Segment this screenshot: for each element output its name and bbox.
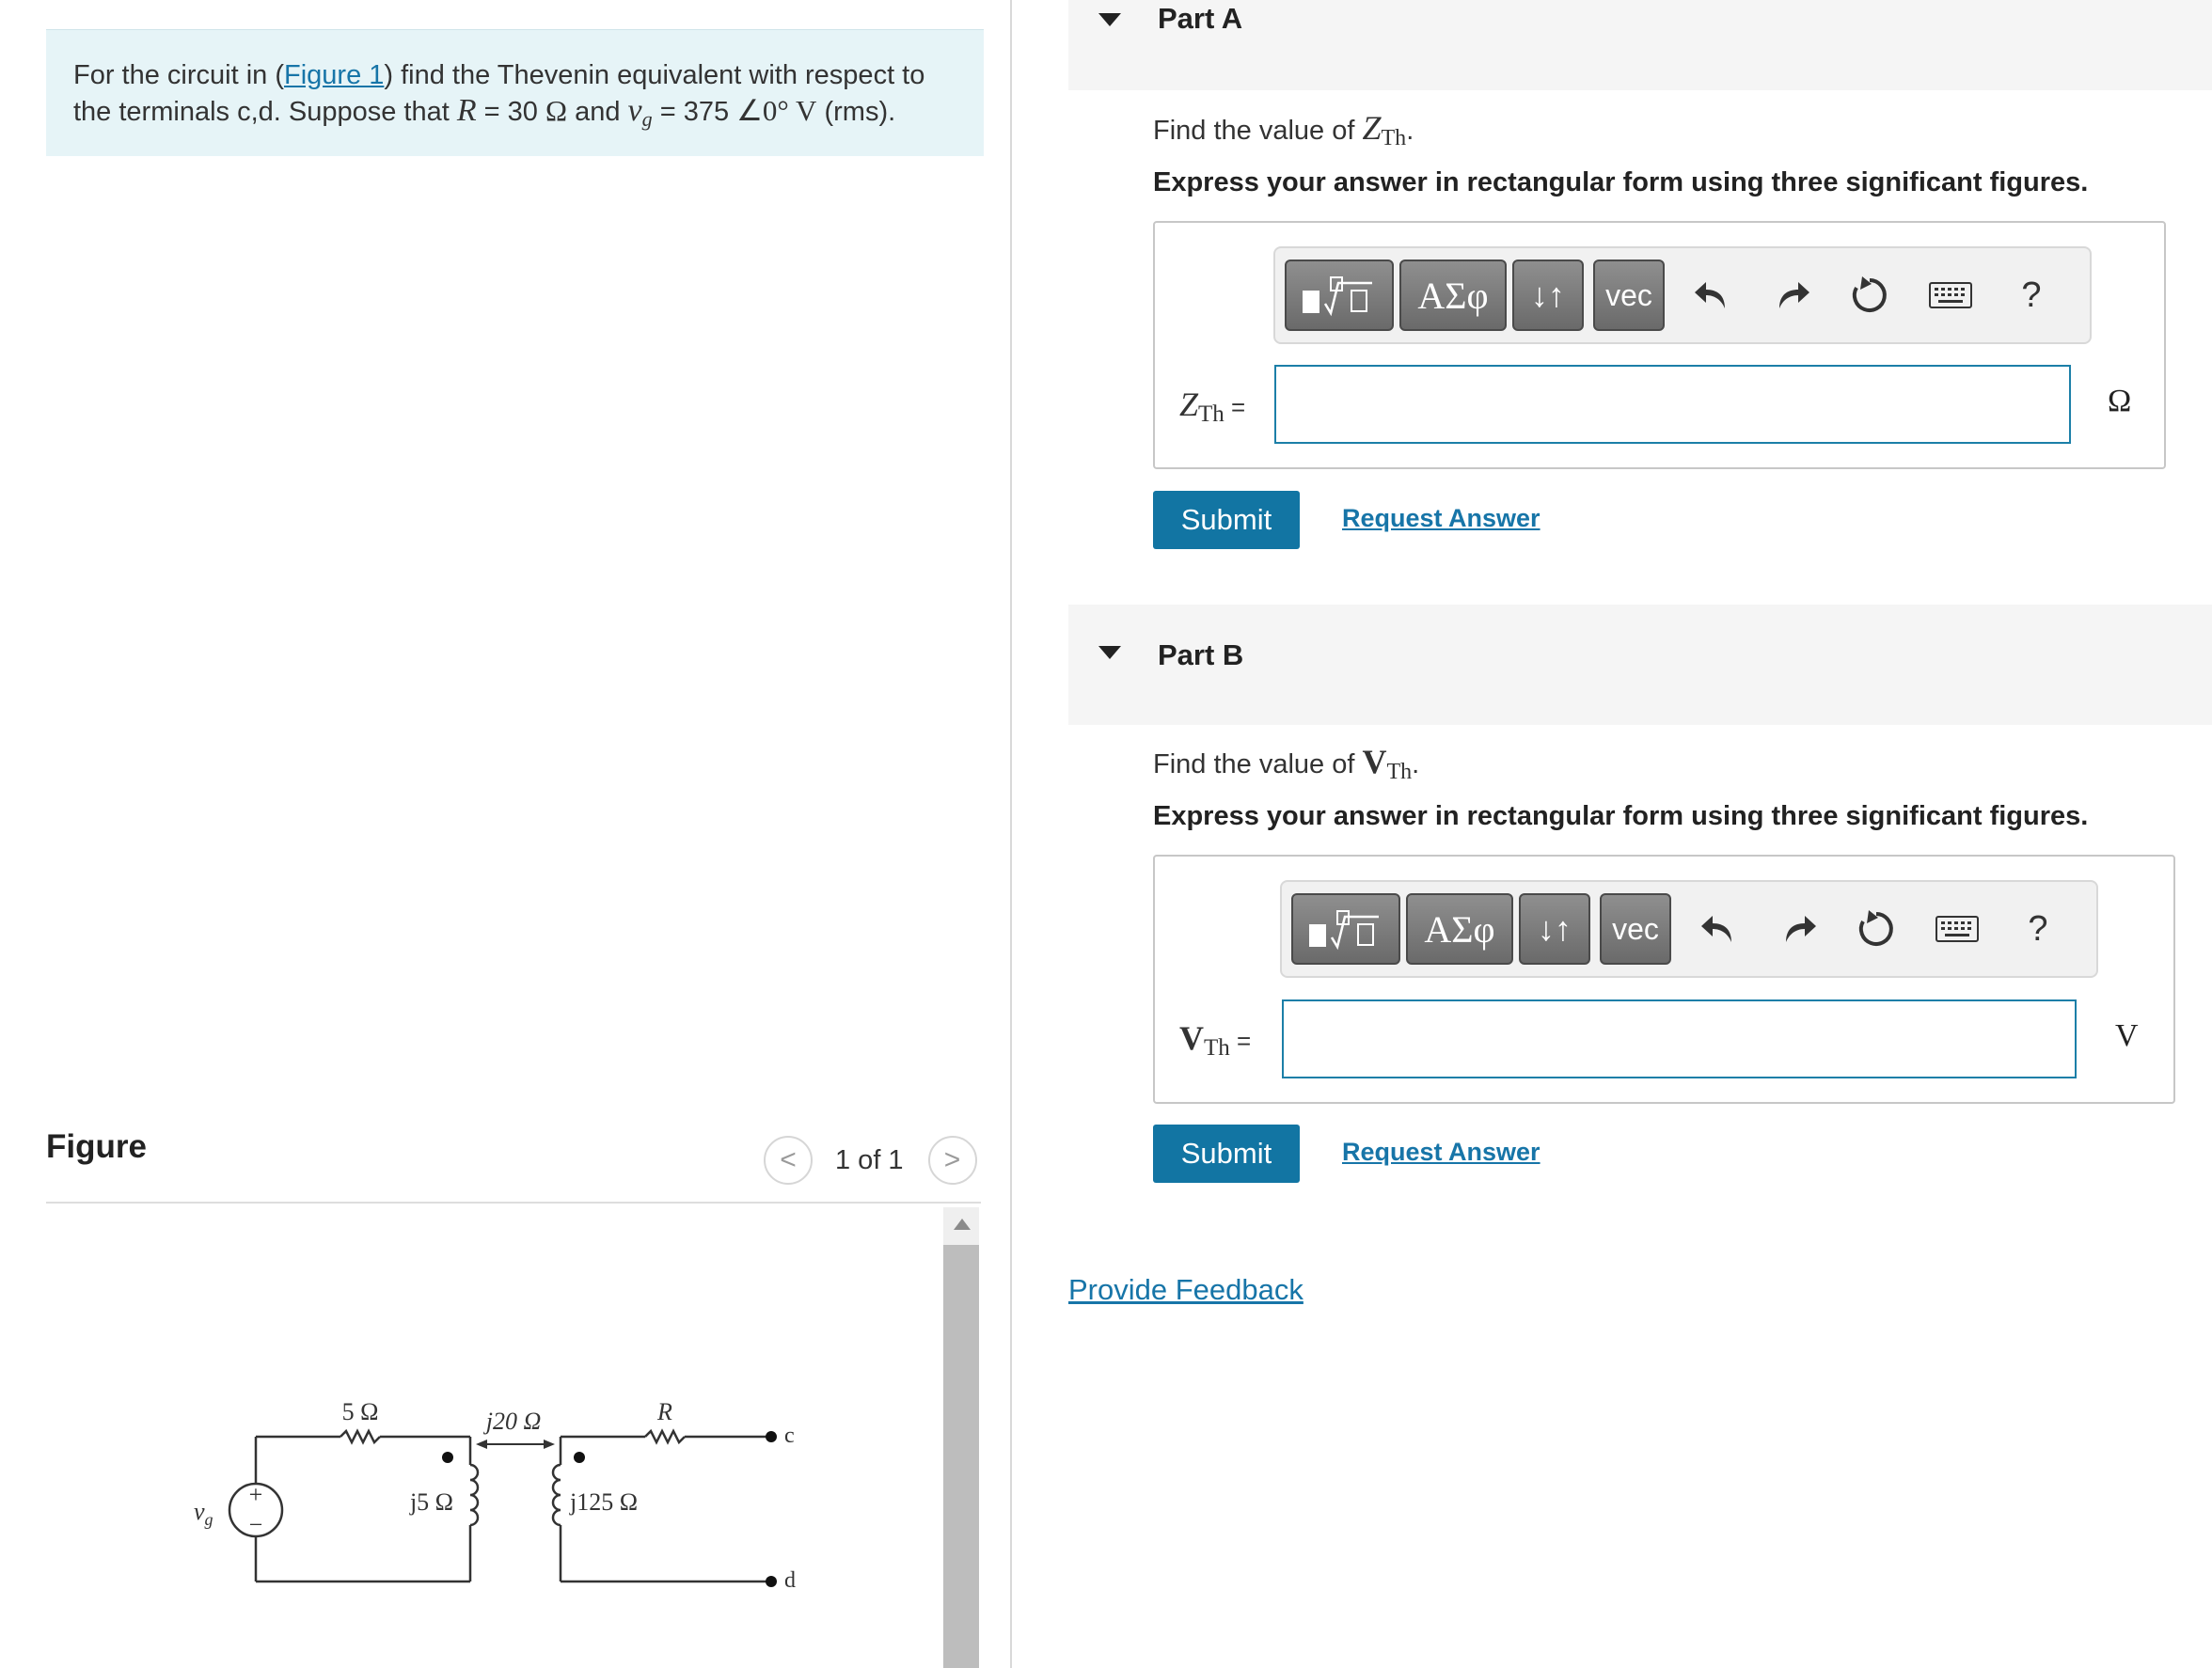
resistor-5ohm xyxy=(340,1431,380,1442)
arrowhead-left xyxy=(476,1440,487,1449)
provide-feedback-link[interactable]: Provide Feedback xyxy=(1068,1273,1304,1306)
r-variable: R xyxy=(456,93,477,128)
ohm-unit-label: Ω xyxy=(2108,384,2132,418)
greek-letters-icon: ΑΣφ xyxy=(1424,907,1495,951)
terminal-c-label: c xyxy=(784,1424,795,1448)
zth-variable: Z xyxy=(1362,109,1382,147)
r-value: = 30 xyxy=(476,97,545,127)
part-b-header[interactable] xyxy=(1068,605,2212,725)
figure-divider xyxy=(46,1202,981,1204)
part-a-request-answer-link[interactable]: Request Answer xyxy=(1342,504,1540,532)
chevron-left-icon: < xyxy=(780,1144,797,1175)
minus-sign: − xyxy=(248,1511,263,1538)
collapse-triangle-icon[interactable] xyxy=(1098,646,1121,659)
chevron-right-icon: > xyxy=(943,1144,961,1175)
dot-primary xyxy=(442,1452,453,1463)
problem-statement xyxy=(46,29,984,156)
inductor-secondary xyxy=(553,1465,561,1525)
vector-button[interactable] xyxy=(1600,893,1671,965)
resistor-R-label: R xyxy=(657,1398,672,1425)
undo-button[interactable] xyxy=(1692,903,1745,955)
volt-unit-label: V xyxy=(2115,1018,2139,1053)
redo-icon xyxy=(1780,910,1818,948)
figure-pager xyxy=(764,1135,977,1186)
resistor-R xyxy=(645,1431,685,1442)
question-period: . xyxy=(1406,116,1414,146)
help-button[interactable] xyxy=(2012,903,2064,955)
undo-button[interactable] xyxy=(1685,269,1738,322)
terminal-c xyxy=(766,1431,777,1442)
vth-subscript: Th xyxy=(1386,760,1413,784)
angle-symbol: ∠0° xyxy=(736,94,789,127)
vth-input-label: VTh = xyxy=(1179,1019,1252,1061)
figure-link[interactable]: Figure 1 xyxy=(284,60,385,90)
reset-icon xyxy=(1856,908,1897,950)
mutual-inductance-label: j20 Ω xyxy=(485,1408,542,1435)
arrows-button[interactable] xyxy=(1512,260,1584,331)
help-icon: ? xyxy=(2021,275,2042,315)
zth-subscript: Th xyxy=(1381,126,1407,150)
vg-label: $v_g$ xyxy=(194,1498,213,1529)
left-panel xyxy=(0,0,1011,1668)
question-text: Find the value of xyxy=(1153,116,1363,146)
greek-letters-button[interactable] xyxy=(1406,893,1513,965)
vector-icon: vec xyxy=(1612,911,1659,946)
reset-button[interactable] xyxy=(1850,903,1903,955)
inductor-primary xyxy=(470,1465,478,1525)
keyboard-button[interactable] xyxy=(1924,269,1977,322)
prev-figure-button[interactable] xyxy=(764,1136,813,1185)
math-toolbar xyxy=(1273,246,2092,344)
redo-icon xyxy=(1774,276,1811,314)
problem-text: For the circuit in ( xyxy=(73,60,284,90)
part-b-answer-box xyxy=(1153,855,2175,1104)
templates-icon xyxy=(1304,905,1388,952)
vth-answer-input[interactable] xyxy=(1282,999,2077,1078)
terminal-d xyxy=(766,1576,777,1587)
help-icon: ? xyxy=(2028,908,2048,949)
dot-secondary xyxy=(574,1452,585,1463)
inductor-j5-label: j5 Ω xyxy=(409,1488,453,1516)
part-b-question xyxy=(1153,742,1419,785)
greek-letters-button[interactable] xyxy=(1399,260,1507,331)
redo-button[interactable] xyxy=(1766,269,1819,322)
part-a-answer-box xyxy=(1153,221,2166,469)
undo-icon xyxy=(1699,910,1737,948)
question-period: . xyxy=(1412,749,1420,779)
templates-button[interactable] xyxy=(1291,893,1400,965)
plus-sign: + xyxy=(248,1481,263,1508)
panel-divider xyxy=(1010,0,1012,1668)
keyboard-button[interactable] xyxy=(1931,903,1983,955)
part-a-instruction: Express your answer in rectangular form using three significant figures. xyxy=(1153,167,2089,197)
math-toolbar xyxy=(1280,880,2098,978)
figure-title: Figure xyxy=(46,1128,147,1165)
volt-symbol: V xyxy=(788,94,817,127)
vg-value: = 375 xyxy=(652,97,737,127)
arrows-icon: ↓↑ xyxy=(1531,275,1565,314)
resistor-5ohm-label: 5 Ω xyxy=(341,1398,379,1425)
inductor-j125-label: j125 Ω xyxy=(570,1488,639,1516)
part-a-header[interactable] xyxy=(1068,0,2212,90)
figure-counter: 1 of 1 xyxy=(835,1144,904,1175)
figure-scrollbar[interactable] xyxy=(943,1207,979,1668)
keyboard-icon xyxy=(1936,915,1979,943)
vth-variable: V xyxy=(1362,743,1387,780)
undo-icon xyxy=(1693,276,1730,314)
help-button[interactable] xyxy=(2005,269,2058,322)
scroll-up-arrow-icon[interactable] xyxy=(954,1219,971,1230)
next-figure-button[interactable] xyxy=(928,1136,977,1185)
redo-button[interactable] xyxy=(1773,903,1825,955)
vg-subscript: g xyxy=(641,107,653,131)
reset-icon xyxy=(1849,275,1890,316)
arrows-button[interactable] xyxy=(1519,893,1590,965)
terminal-d-label: d xyxy=(784,1568,796,1593)
vector-icon: vec xyxy=(1605,277,1652,312)
collapse-triangle-icon[interactable] xyxy=(1098,13,1121,26)
problem-text: ) find the Thevenin equivalent with respect to the terminals c,d. Suppose that xyxy=(73,60,925,127)
keyboard-icon xyxy=(1929,281,1972,309)
part-a-submit-button[interactable]: Submit xyxy=(1153,491,1300,549)
problem-text: and xyxy=(567,97,628,127)
part-a-question xyxy=(1153,108,1414,151)
arrowhead-right xyxy=(544,1440,555,1449)
question-text: Find the value of xyxy=(1153,749,1363,779)
part-b-title: Part B xyxy=(1158,638,1244,671)
zth-input-label: ZTh = xyxy=(1179,386,1246,427)
greek-letters-icon: ΑΣφ xyxy=(1417,274,1489,317)
part-b-submit-button[interactable]: Submit xyxy=(1153,1125,1300,1183)
part-b-request-answer-link[interactable]: Request Answer xyxy=(1342,1138,1540,1166)
templates-icon xyxy=(1297,272,1382,319)
templates-button[interactable] xyxy=(1285,260,1394,331)
reset-button[interactable] xyxy=(1843,269,1896,322)
scrollbar-thumb[interactable] xyxy=(943,1245,979,1668)
vector-button[interactable] xyxy=(1593,260,1665,331)
circuit-diagram xyxy=(179,1382,818,1608)
part-a-title: Part A xyxy=(1158,2,1243,35)
part-b-instruction: Express your answer in rectangular form using three significant figures. xyxy=(1153,801,2089,831)
rms-text: (rms). xyxy=(816,97,896,127)
zth-answer-input[interactable] xyxy=(1274,365,2071,444)
vg-variable: v xyxy=(627,93,642,128)
arrows-icon: ↓↑ xyxy=(1538,909,1572,948)
ohm-symbol: Ω xyxy=(545,94,568,127)
